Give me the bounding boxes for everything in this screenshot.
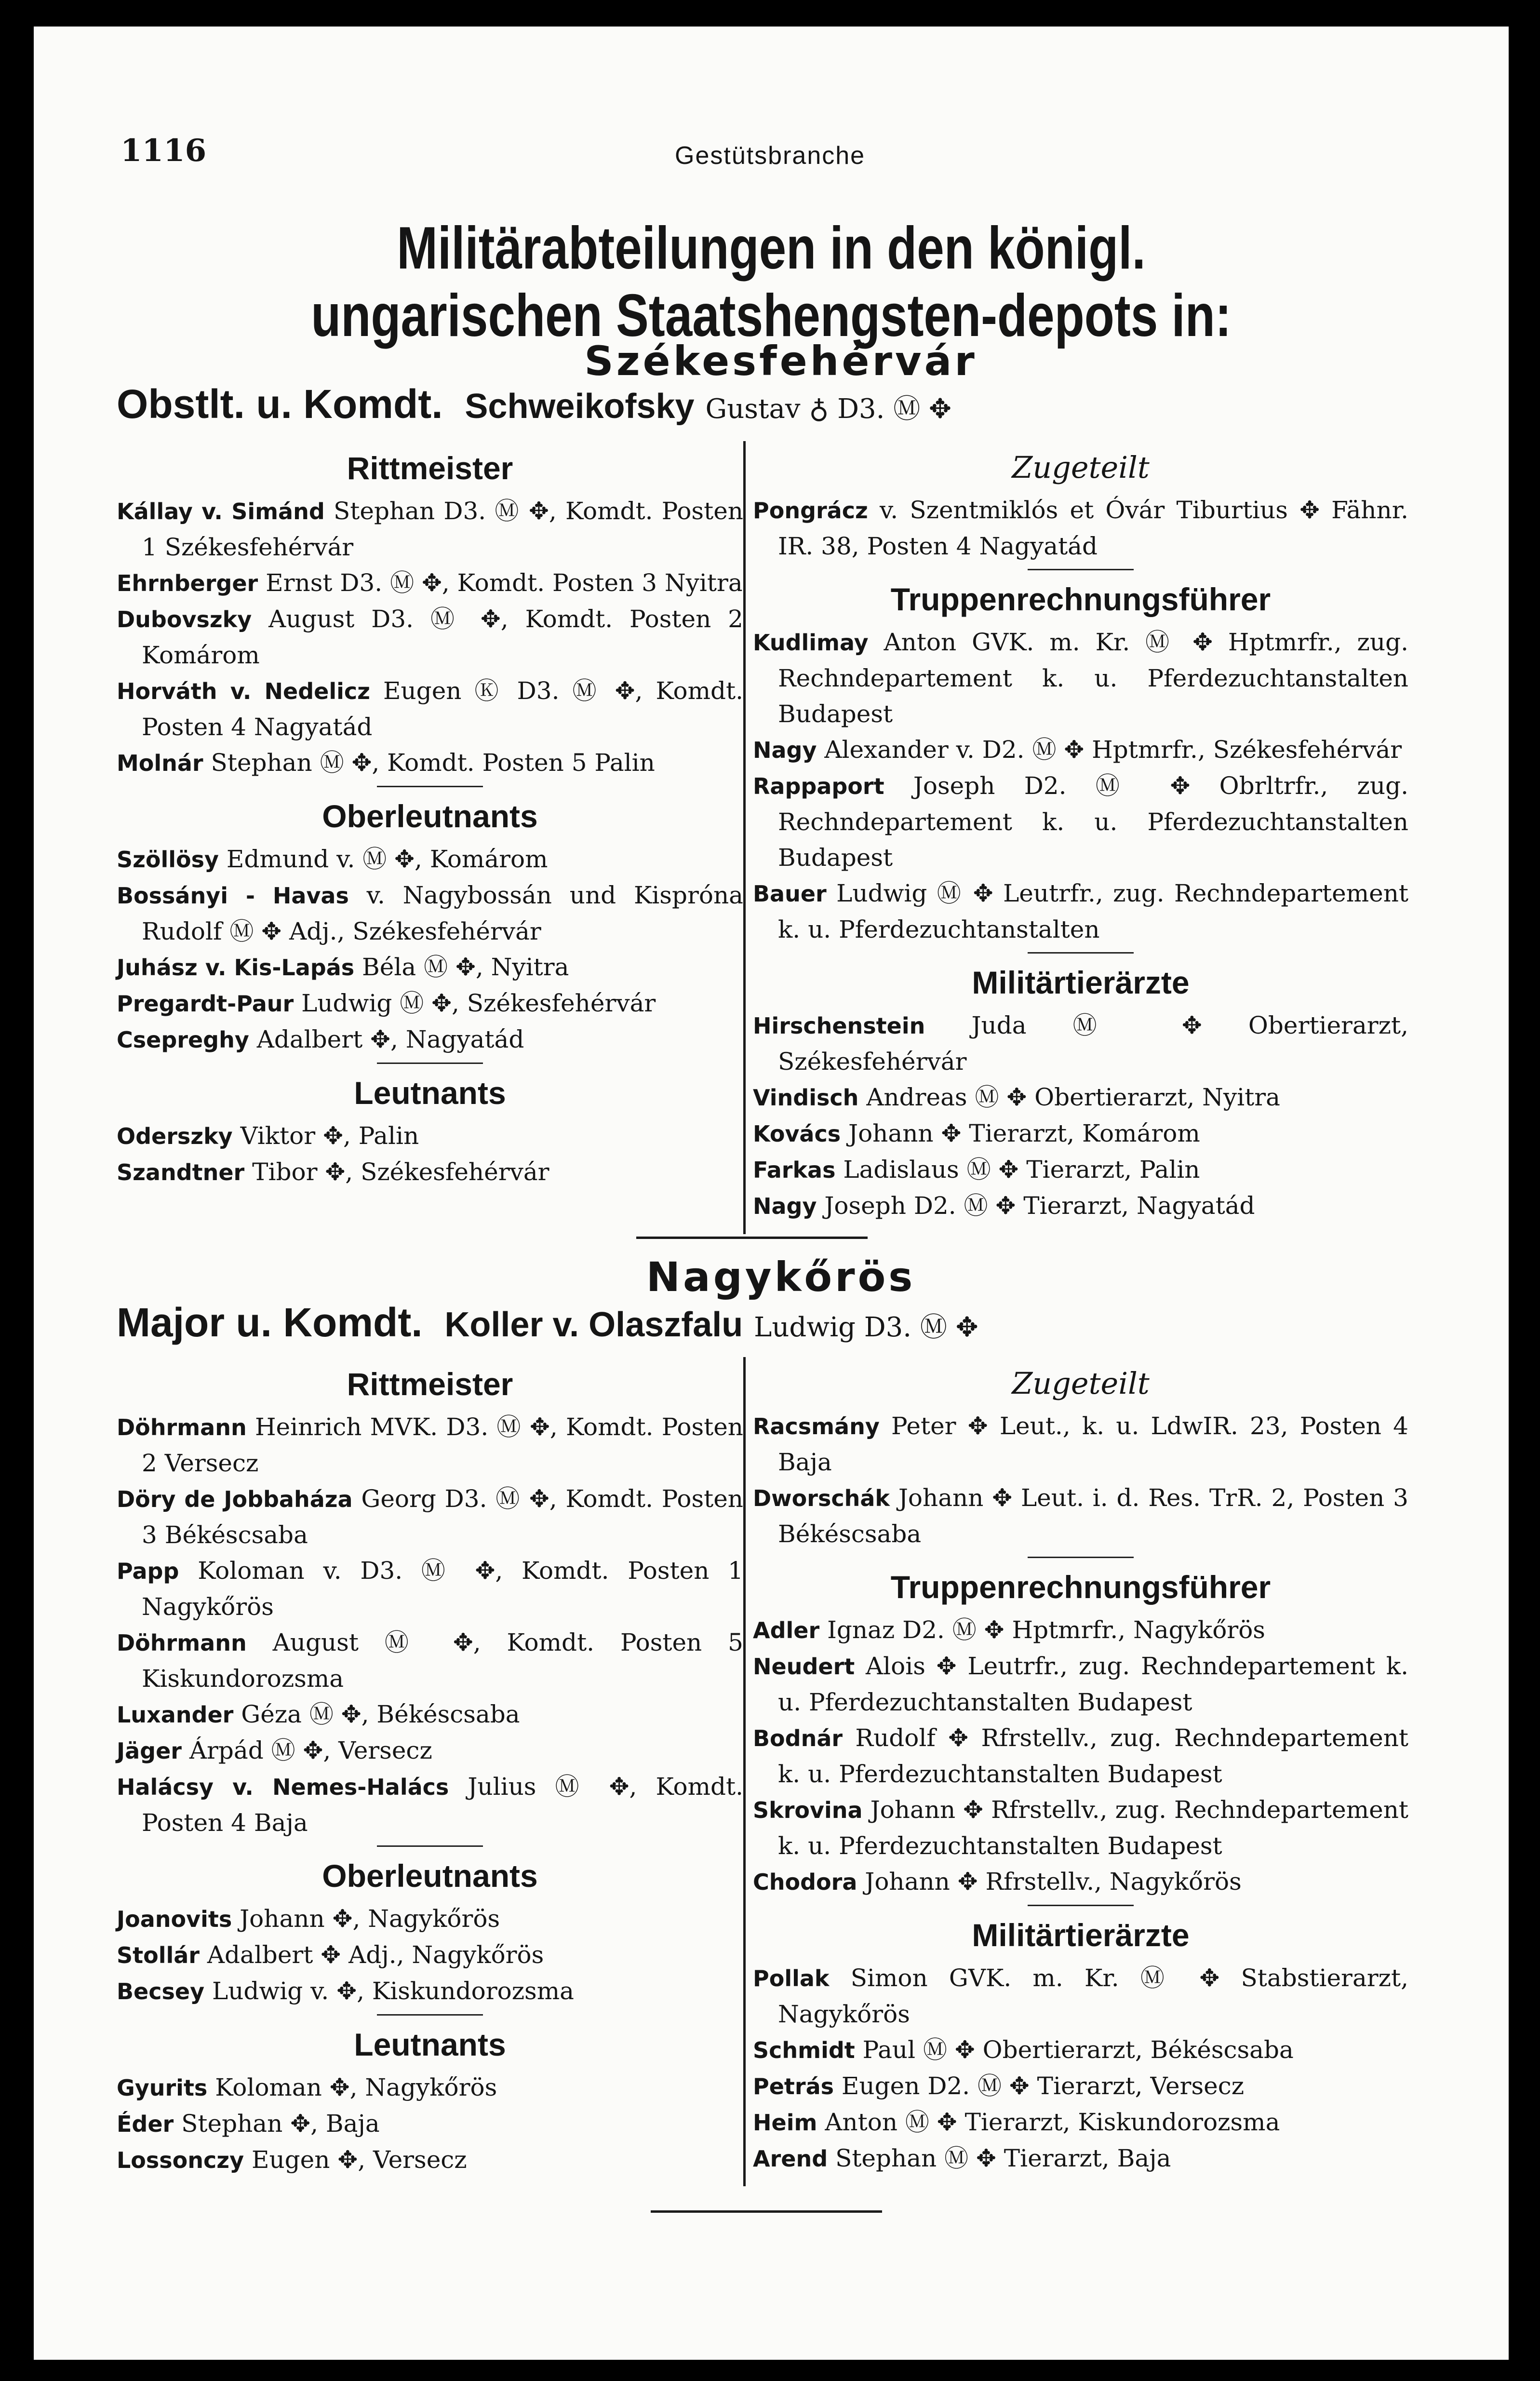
surname: Stollár: [117, 1942, 200, 1968]
entry-details: Stephan Ⓜ ✥, Komdt. Posten 5 Palin: [211, 749, 655, 777]
commander-details: Ludwig D3. Ⓜ ✥: [754, 1312, 978, 1343]
entry-details: Heinrich MVK. D3. Ⓜ ✥, Komdt. Posten 2 Versecz: [142, 1413, 743, 1477]
group-divider: [1028, 1905, 1134, 1906]
entry-details: Johann ✥ Rfrstellv., zug. Rechndepartement k. u. Pferdezuchtanstalten Budapest: [778, 1796, 1408, 1860]
personnel-entry: [117, 949, 743, 985]
entry-details: Johann ✥ Rfrstellv., Nagykőrös: [865, 1868, 1242, 1896]
group-divider: [377, 2014, 483, 2016]
surname: Csepreghy: [117, 1027, 249, 1053]
entry-details: Ludwig Ⓜ ✥ Leutrfr., zug. Rechndepartement k. u. Pferdezuchtanstalten: [778, 879, 1408, 943]
right-column: [753, 1357, 1408, 2177]
rank-heading: Oberleutnants: [322, 798, 538, 834]
personnel-entry: [753, 1792, 1408, 1864]
entry-details: Adalbert ✥, Nagyatád: [256, 1025, 524, 1053]
page-end-rule: [651, 2210, 882, 2213]
rank-heading: Leutnants: [354, 1075, 506, 1111]
surname: Skrovina: [753, 1797, 863, 1823]
personnel-entry: [117, 1973, 743, 2009]
personnel-entry: [753, 2032, 1408, 2068]
entry-details: Anton GVK. m. Kr. Ⓜ ✥ Hptmrfr., zug. Rechndepartement k. u. Pferdezuchtanstalten Budapest: [778, 628, 1408, 728]
surname: Bodnár: [753, 1725, 843, 1751]
personnel-entry: [117, 493, 743, 565]
entry-details: Johann ✥ Leut. i. d. Res. TrR. 2, Posten 3 Békéscsaba: [778, 1484, 1408, 1548]
personnel-entry: [753, 732, 1408, 768]
personnel-entry: [753, 1152, 1408, 1188]
entry-details: Juda Ⓜ ✥ Obertierarzt, Székesfehérvár: [778, 1011, 1408, 1076]
left-column: [117, 1357, 743, 2178]
entry-details: v. Szentmiklós et Óvár Tiburtius ✥ Fähnr. IR. 38, Posten 4 Nagyatád: [778, 496, 1408, 560]
entry-details: Peter ✥ Leut., k. u. LdwIR. 23, Posten 4 Baja: [778, 1412, 1408, 1476]
surname: Farkas: [753, 1157, 836, 1183]
personnel-entry: [753, 1480, 1408, 1552]
personnel-entry: [117, 2070, 743, 2106]
surname: Döhrmann: [117, 1630, 247, 1656]
personnel-entry: [753, 1116, 1408, 1152]
personnel-entry: [117, 841, 743, 877]
page-title: Militärabteilungen in den königl. ungarischen Staatshengsten-depots in:: [311, 215, 1232, 349]
surname: Schmidt: [753, 2037, 855, 2063]
surname: Pongrácz: [753, 498, 868, 524]
surname: Nagy: [753, 1193, 817, 1219]
personnel-entry: [753, 1720, 1408, 1792]
entry-details: Tibor ✥, Székesfehérvár: [252, 1158, 549, 1186]
personnel-entry: [117, 1937, 743, 1973]
rank-heading: Militärtierärzte: [972, 965, 1190, 1000]
personnel-entry: [117, 673, 743, 745]
right-column: [753, 441, 1408, 1224]
personnel-entry: [753, 1648, 1408, 1720]
surname: Molnár: [117, 750, 203, 776]
rank-heading: Rittmeister: [347, 450, 513, 486]
personnel-entry: [117, 601, 743, 673]
rank-heading: Zugeteilt: [1012, 450, 1150, 485]
surname: Racsmány: [753, 1413, 880, 1439]
personnel-entry: [117, 1769, 743, 1841]
entry-details: Joseph D2. Ⓜ ✥ Tierarzt, Nagyatád: [824, 1192, 1255, 1220]
surname: Kállay v. Simánd: [117, 498, 325, 525]
personnel-entry: [753, 1408, 1408, 1480]
personnel-entry: [117, 877, 743, 949]
entry-details: Paul Ⓜ ✥ Obertierarzt, Békéscsaba: [862, 2036, 1294, 2064]
commander-rank: Major u. Komdt.: [117, 1300, 423, 1345]
entry-details: Georg D3. Ⓜ ✥, Komdt. Posten 3 Békéscsaba: [142, 1485, 743, 1549]
personnel-entry: [753, 1864, 1408, 1900]
column-divider: [743, 441, 746, 1234]
entry-details: v. Nagybossán und Kispróna Rudolf Ⓜ ✥ Adj., Székesfehérvár: [142, 881, 743, 945]
surname: Nagy: [753, 737, 817, 763]
entry-details: Koloman ✥, Nagykőrös: [215, 2073, 497, 2101]
personnel-entry: [117, 1409, 743, 1481]
personnel-entry: [753, 875, 1408, 947]
surname: Adler: [753, 1617, 820, 1643]
surname: Heim: [753, 2110, 817, 2136]
entry-details: Joseph D2. Ⓜ ✥ Obrltrfr., zug. Rechndepartement k. u. Pferdezuchtanstalten Budapest: [778, 772, 1408, 872]
surname: Luxander: [117, 1702, 234, 1728]
personnel-entry: [117, 1733, 743, 1769]
surname: Juhász v. Kis-Lapás: [117, 955, 355, 981]
personnel-entry: [117, 1553, 743, 1625]
personnel-entry: [753, 492, 1408, 564]
surname: Szöllösy: [117, 847, 219, 873]
rank-heading: Oberleutnants: [322, 1858, 538, 1894]
commander-rank: Obstlt. u. Komdt.: [117, 381, 443, 427]
section-city-title: Székesfehérvár: [584, 337, 978, 385]
entry-details: Edmund v. Ⓜ ✥, Komárom: [226, 845, 548, 873]
surname: Becsey: [117, 1978, 205, 2004]
running-title: Gestütsbranche: [675, 142, 866, 170]
entry-details: Béla Ⓜ ✥, Nyitra: [362, 953, 569, 981]
group-divider: [377, 1063, 483, 1064]
entry-details: Eugen ✥, Versecz: [251, 2146, 467, 2174]
group-divider: [1028, 569, 1134, 570]
section-city-title: Nagykőrös: [646, 1253, 916, 1301]
column-divider: [743, 1357, 746, 2186]
rank-heading: Militärtierärzte: [972, 1917, 1190, 1953]
entry-details: Ladislaus Ⓜ ✥ Tierarzt, Palin: [843, 1156, 1200, 1184]
personnel-entry: [753, 1612, 1408, 1648]
surname: Lossonczy: [117, 2147, 244, 2173]
surname: Szandtner: [117, 1159, 245, 1185]
surname: Arend: [753, 2146, 828, 2172]
entry-details: Koloman v. D3. Ⓜ ✥, Komdt. Posten 1 Nagykőrös: [142, 1557, 743, 1621]
personnel-entry: [117, 985, 743, 1022]
left-column: [117, 441, 743, 1190]
surname: Döry de Jobbaháza: [117, 1486, 353, 1512]
rank-heading: Rittmeister: [347, 1366, 513, 1402]
surname: Jäger: [117, 1738, 182, 1764]
rank-heading: Truppenrechnungsführer: [890, 1569, 1271, 1605]
surname: Ehrnberger: [117, 570, 258, 596]
entry-details: Johann ✥ Tierarzt, Komárom: [848, 1119, 1200, 1147]
group-divider: [377, 786, 483, 787]
personnel-entry: [753, 1960, 1408, 2032]
entry-details: Ludwig Ⓜ ✥, Székesfehérvár: [301, 989, 656, 1017]
personnel-entry: [117, 1022, 743, 1058]
personnel-entry: [117, 1901, 743, 1937]
entry-details: Stephan Ⓜ ✥ Tierarzt, Baja: [835, 2144, 1171, 2172]
entry-details: Anton Ⓜ ✥ Tierarzt, Kiskundorozsma: [825, 2108, 1280, 2136]
surname: Papp: [117, 1558, 179, 1584]
rank-heading: Leutnants: [354, 2027, 506, 2062]
group-divider: [377, 1845, 483, 1847]
entry-details: Andreas Ⓜ ✥ Obertierarzt, Nyitra: [866, 1083, 1280, 1111]
rank-heading: Truppenrechnungsführer: [890, 581, 1271, 617]
surname: Éder: [117, 2111, 174, 2137]
group-divider: [1028, 952, 1134, 954]
surname: Bossányi - Havas: [117, 883, 349, 909]
surname: Dubovszky: [117, 606, 252, 632]
entry-details: Alexander v. D2. Ⓜ ✥ Hptmrfr., Székesfehérvár: [824, 736, 1402, 764]
commander-name: Schweikofsky: [465, 387, 695, 426]
surname: Döhrmann: [117, 1414, 247, 1440]
surname: Gyurits: [117, 2075, 208, 2101]
personnel-entry: [753, 2104, 1408, 2140]
entry-details: Eugen Ⓚ D3. Ⓜ ✥, Komdt. Posten 4 Nagyatád: [142, 677, 743, 741]
surname: Bauer: [753, 881, 827, 907]
entry-details: Johann ✥, Nagykőrös: [240, 1905, 500, 1933]
surname: Halácsy v. Nemes-Halács: [117, 1774, 449, 1800]
commander-name: Koller v. Olaszfalu: [444, 1305, 743, 1344]
rank-heading: Zugeteilt: [1012, 1366, 1150, 1401]
surname: Oderszky: [117, 1123, 233, 1149]
surname: Vindisch: [753, 1085, 859, 1111]
surname: Pregardt-Paur: [117, 991, 294, 1017]
personnel-entry: [117, 565, 743, 601]
surname: Dworschák: [753, 1485, 890, 1511]
surname: Joanovits: [117, 1906, 232, 1932]
personnel-entry: [117, 745, 743, 781]
entry-details: Ernst D3. Ⓜ ✥, Komdt. Posten 3 Nyitra: [266, 569, 743, 597]
entry-details: Géza Ⓜ ✥, Békéscsaba: [241, 1700, 520, 1728]
book-page: [34, 27, 1509, 2360]
surname: Pollak: [753, 1965, 830, 1991]
entry-details: Viktor ✥, Palin: [240, 1122, 419, 1150]
page-number: 1116: [121, 133, 207, 169]
personnel-entry: [753, 1079, 1408, 1116]
surname: Chodora: [753, 1869, 857, 1895]
surname: Kudlimay: [753, 630, 869, 656]
entry-details: Julius Ⓜ ✥, Komdt. Posten 4 Baja: [142, 1773, 744, 1837]
personnel-entry: [117, 1481, 743, 1553]
entry-details: Rudolf ✥ Rfrstellv., zug. Rechndepartement k. u. Pferdezuchtanstalten Budapest: [778, 1724, 1408, 1788]
personnel-entry: [753, 624, 1408, 732]
surname: Rappaport: [753, 773, 884, 799]
personnel-entry: [753, 1188, 1408, 1224]
section-divider: [636, 1237, 868, 1239]
personnel-entry: [753, 2140, 1408, 2177]
commander-line: [117, 381, 951, 428]
personnel-entry: [117, 1154, 743, 1190]
entry-details: Stephan D3. Ⓜ ✥, Komdt. Posten 1 Székesfehérvár: [142, 497, 743, 561]
personnel-entry: [753, 2068, 1408, 2104]
entry-details: Árpád Ⓜ ✥, Versecz: [189, 1736, 432, 1764]
entry-details: Adalbert ✥ Adj., Nagykőrös: [207, 1941, 544, 1969]
surname: Petrás: [753, 2073, 834, 2099]
entry-details: Simon GVK. m. Kr. Ⓜ ✥ Stabstierarzt, Nagykőrös: [778, 1964, 1408, 2028]
personnel-entry: [753, 768, 1408, 875]
personnel-entry: [117, 2142, 743, 2178]
entry-details: Stephan ✥, Baja: [181, 2110, 380, 2138]
personnel-entry: [117, 1625, 743, 1696]
personnel-entry: [117, 2106, 743, 2142]
commander-line: [117, 1299, 978, 1346]
entry-details: Eugen D2. Ⓜ ✥ Tierarzt, Versecz: [841, 2072, 1245, 2100]
surname: Kovács: [753, 1121, 841, 1147]
personnel-entry: [117, 1696, 743, 1733]
entry-details: August Ⓜ ✥, Komdt. Posten 5 Kiskundorozsma: [142, 1628, 743, 1693]
entry-details: Ignaz D2. Ⓜ ✥ Hptmrfr., Nagykőrös: [827, 1616, 1265, 1644]
entry-details: Ludwig v. ✥, Kiskundorozsma: [212, 1977, 574, 2005]
entry-details: August D3. Ⓜ ✥, Komdt. Posten 2 Komárom: [142, 605, 743, 669]
personnel-entry: [753, 1008, 1408, 1079]
surname: Horváth v. Nedelicz: [117, 678, 370, 704]
commander-details: Gustav ♁ D3. Ⓜ ✥: [705, 393, 951, 425]
personnel-entry: [117, 1118, 743, 1154]
surname: Hirschenstein: [753, 1013, 925, 1039]
entry-details: Alois ✥ Leutrfr., zug. Rechndepartement k. u. Pferdezuchtanstalten Budapest: [778, 1652, 1408, 1716]
group-divider: [1028, 1557, 1134, 1558]
surname: Neudert: [753, 1654, 855, 1680]
